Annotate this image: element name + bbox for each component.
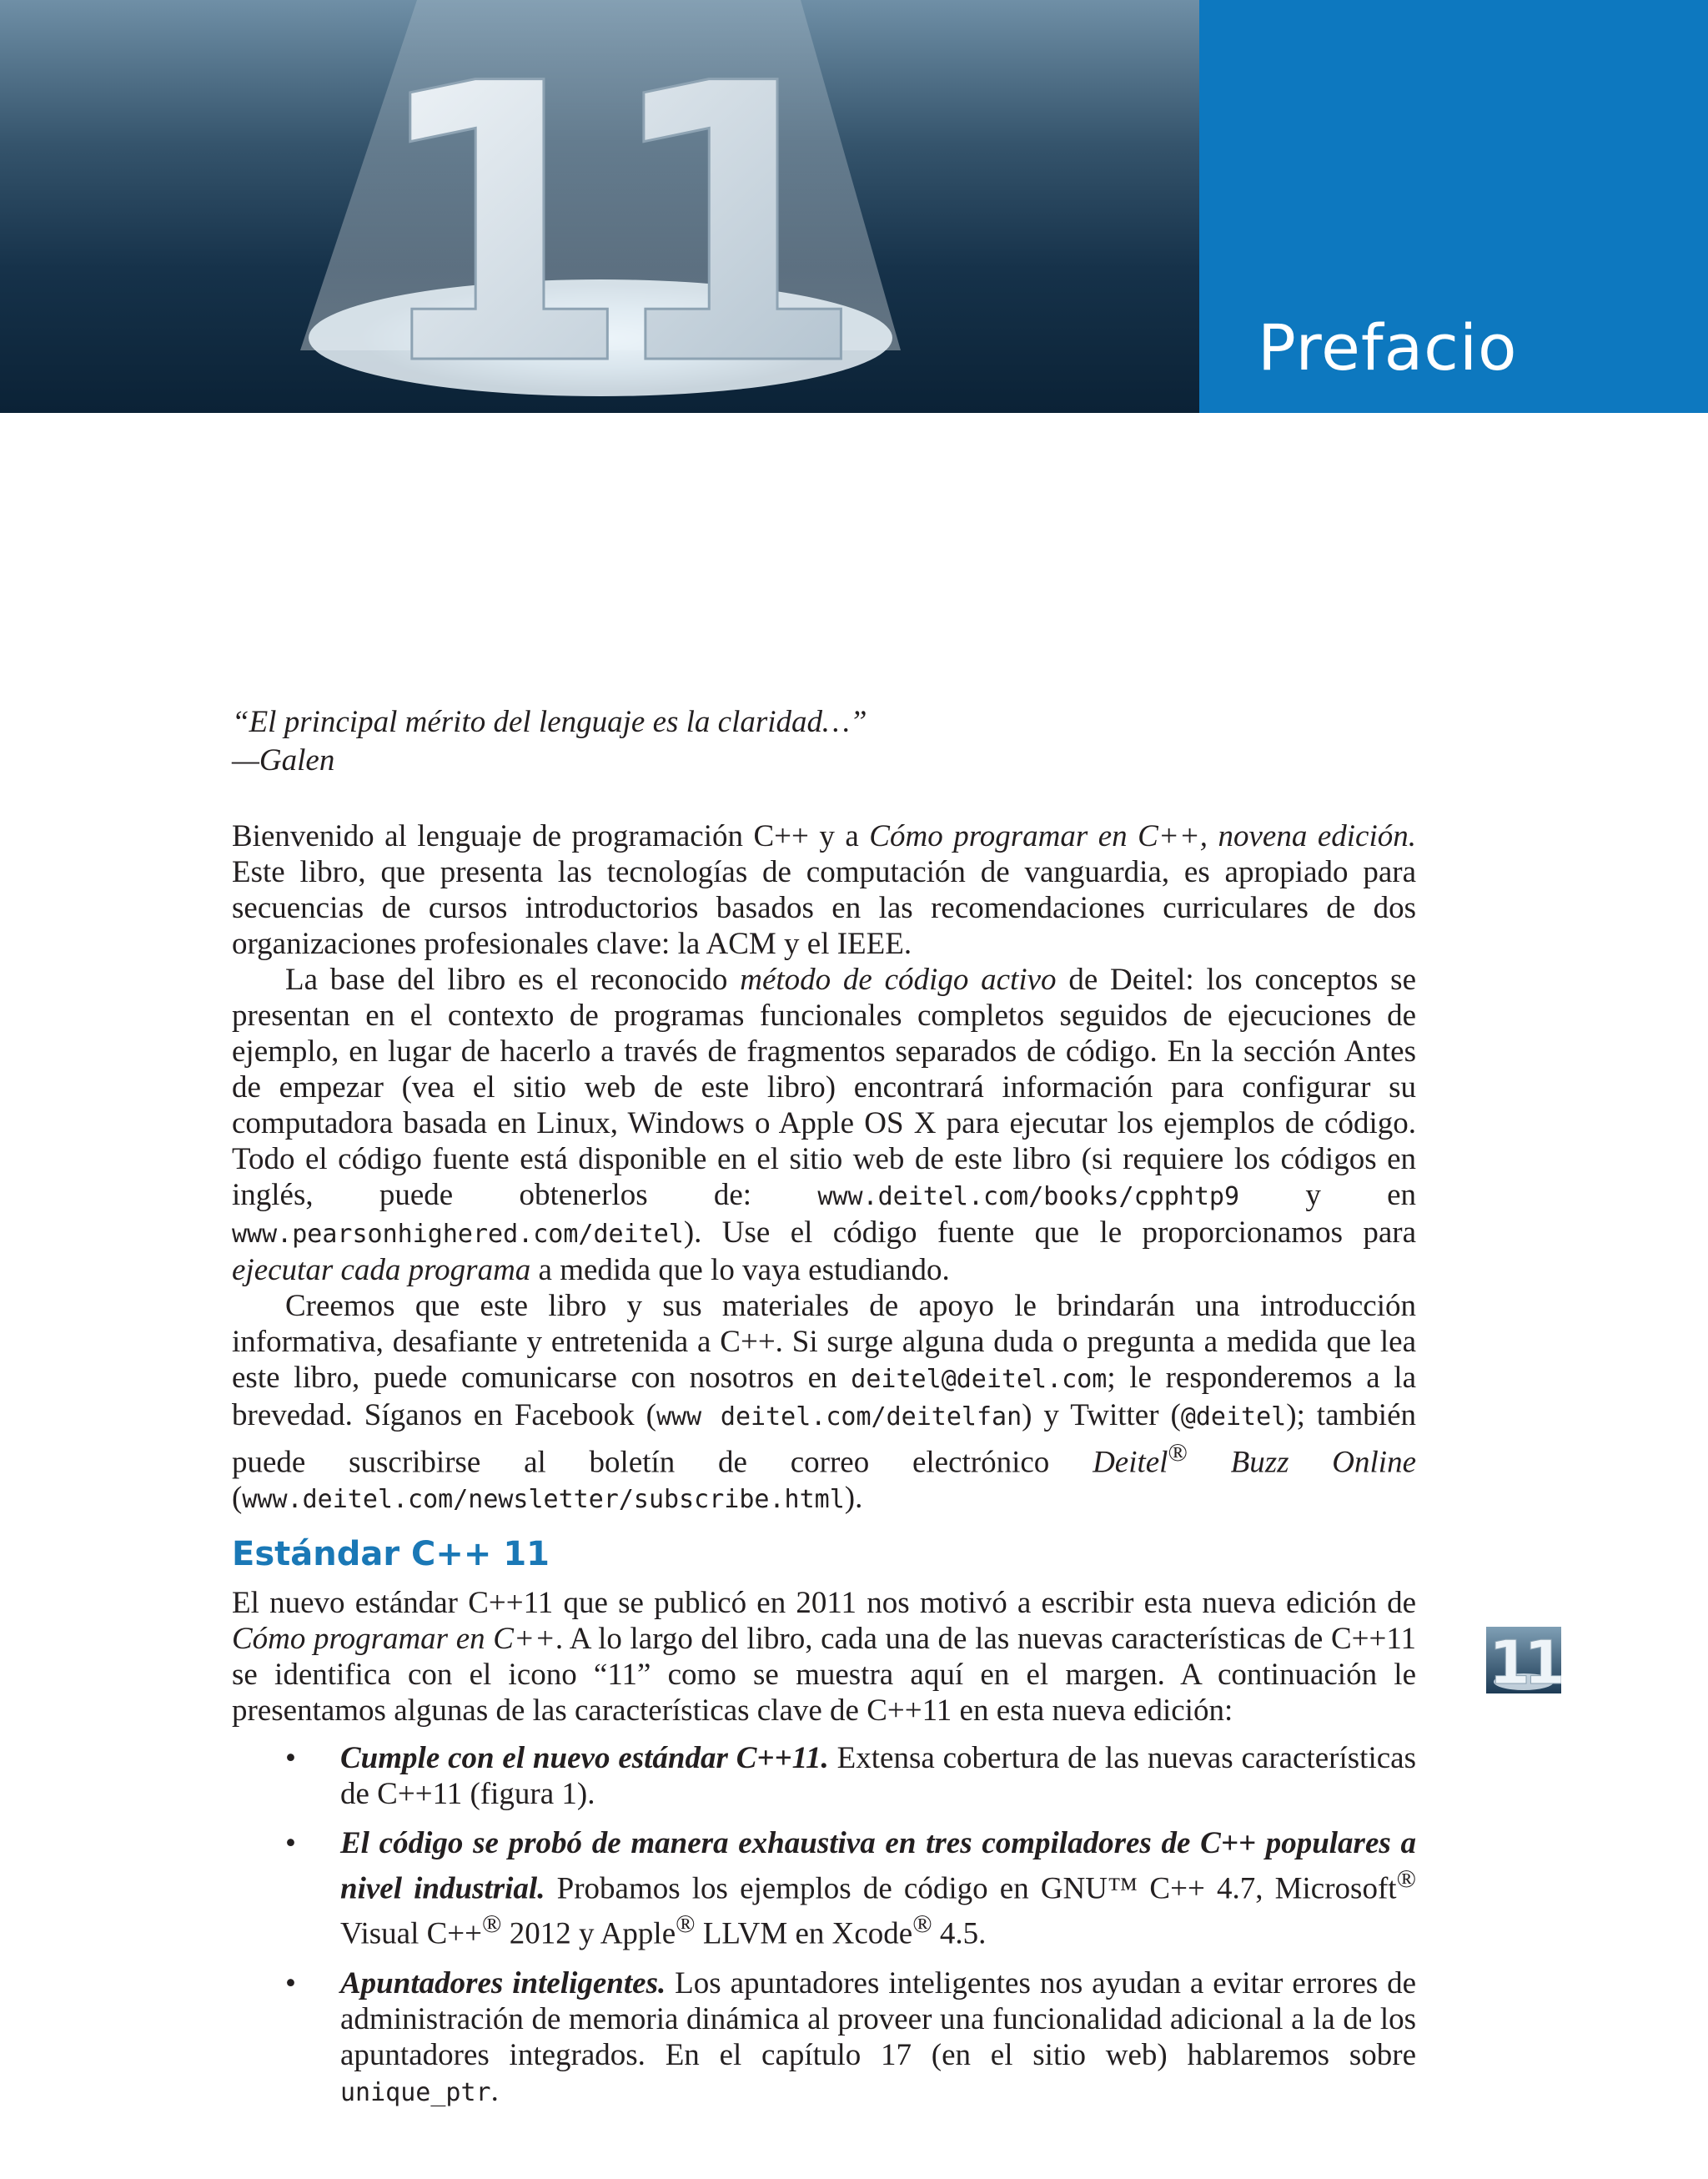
url-newsletter[interactable]: www.deitel.com/newsletter/subscribe.html — [242, 1485, 845, 1515]
chapter-title: Prefacio — [1258, 310, 1518, 385]
url-facebook[interactable]: www deitel.com/deitelfan — [656, 1402, 1022, 1432]
list-item: • Cumple con el nuevo estándar C++11. Extensa cobertura de las nuevas características de C++11 (figura 1). — [285, 1741, 1416, 1811]
twitter-handle[interactable]: @deitel — [1180, 1402, 1287, 1432]
url-pearson[interactable]: www.pearsonhighered.com/deitel — [232, 1220, 684, 1249]
feature-list — [232, 1740, 1416, 2111]
intro-paragraph-2: La base del libro es el reconocido método de código activo de Deitel: los conceptos se presentan en el contexto de programas funcionales completos seguidos de ejecuciones de ejemplo, en lugar de hacerlo a través de fragmentos separados de código. En la sección Antes de empezar (vea el sitio web de este libro) encontrará información para configurar su computadora basada en Linux, Windows o Apple OS X para ejecutar los ejemplos de código. Todo el código fuente está disponible en el sitio web de este libro (si requiere los códigos en inglés, puede obtenerlos de: www.deitel.com/books/cpphtp9 y en www.pearsonhighered.com/deitel). Use el código fuente que le proporcionamos para ejecutar cada programa a medida que lo vaya estudiando. — [232, 963, 1416, 1287]
epigraph — [232, 703, 867, 780]
code-unique-ptr: unique_ptr — [340, 2077, 491, 2107]
intro-paragraph-1: Bienvenido al lenguaje de programación C++ y a Cómo programar en C++, novena edición. Este libro, que presenta las tecnologías de computación de vanguardia, es apropiado para secuencias de cursos introductorios basados en las recomendaciones curriculares de dos organizaciones profesionales clave: la ACM y el IEEE. — [232, 819, 1416, 961]
list-item: • Apuntadores inteligentes. Los apuntadores inteligentes nos ayudan a evitar errores de administración de memoria dinámica al proveer una funcionalidad adicional a la de los apuntadores integrados. En el capítulo 17 (en el sitio web) hablaremos sobre unique_ptr. — [285, 1965, 1416, 2108]
list-item: • El código se probó de manera exhaustiva en tres compiladores de C++ populares a nivel industrial. Probamos los ejemplos de código en GNU™ C++ 4.7, Microsoft® Visual C++® 2012 y Apple® LLVM en Xcode® 4.5. — [285, 1826, 1416, 1951]
svg-text:11: 11 — [1488, 1628, 1560, 1693]
url-cpphtp9[interactable]: www.deitel.com/books/cpphtp9 — [817, 1182, 1240, 1211]
chapter-number-graphic: 11 — [366, 3, 835, 413]
epigraph-quote: “El principal mérito del lenguaje es la claridad…” — [232, 705, 867, 739]
email-link[interactable]: deitel@deitel.com — [851, 1365, 1108, 1394]
bullet-icon: • — [285, 1741, 296, 1775]
section-paragraph-1: El nuevo estándar C++11 que se publicó en 2011 nos motivó a escribir esta nueva edición de Cómo programar en C++. A lo largo del libro, cada una de las nuevas características de C++11 se identifica con el icono “11” como se muestra aquí en el margen. A continuación le presentamos algunas de las características clave de C++11 en esta nueva edición: — [232, 1586, 1416, 1728]
epigraph-author: —Galen — [232, 743, 335, 777]
cpp11-margin-icon — [1486, 1627, 1561, 1693]
section-heading: Estándar C++ 11 — [232, 1535, 550, 1573]
bullet-icon: • — [285, 1826, 296, 1860]
section-text — [232, 1585, 1416, 2124]
bullet-icon: • — [285, 1965, 296, 2000]
spotlight-graphic — [0, 0, 1199, 413]
intro-paragraph-3: Creemos que este libro y sus materiales de apoyo le brindarán una introducción informativa, desafiante y entretenida a C++. Si surge alguna duda o pregunta a medida que lea este libro, puede comunicarse con nosotros en deitel@deitel.com; le responderemos a la brevedad. Síganos en Facebook (www deitel.com/deitelfan) y Twitter (@deitel); también puede suscribirse al boletín de correo electrónico Deitel® Buzz Online (www.deitel.com/newsletter/subscribe.html). — [232, 1289, 1417, 1516]
chapter-banner-image — [0, 0, 1199, 413]
intro-text — [232, 818, 1416, 1517]
